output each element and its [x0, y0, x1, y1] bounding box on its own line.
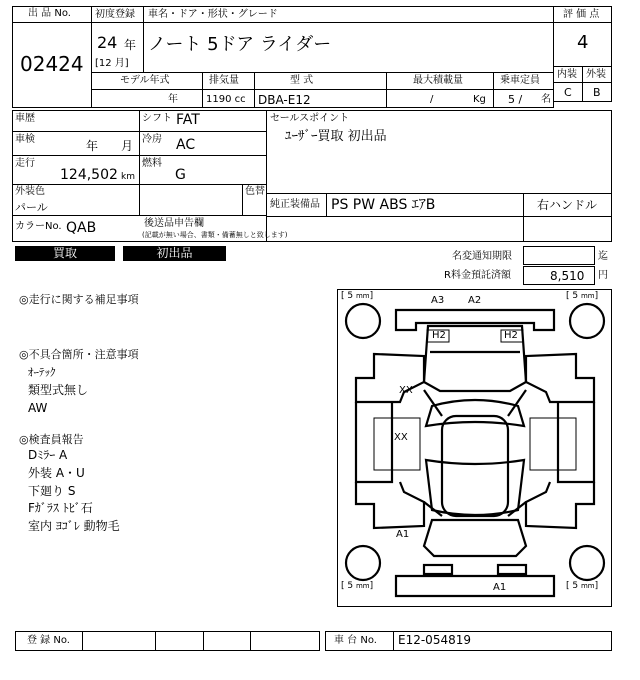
damage-mark-front-a2: A2	[468, 295, 482, 306]
car-name-value: ノート 5ドア ライダー	[148, 34, 332, 55]
handle-value: 右ハンドル	[537, 198, 598, 212]
inspector-notes-header: ◎検査員報告	[19, 433, 84, 446]
color-no-label: カラーNo.	[15, 221, 62, 232]
recycle-label: R料金預託済額	[444, 270, 511, 281]
car-body-outline	[338, 290, 611, 606]
type-value: DBA-E12	[258, 93, 311, 107]
interior-score: C	[564, 86, 572, 99]
inspector-item: 室内 ﾖｺﾞﾚ 動物毛	[28, 519, 120, 533]
tire-label-rl: [ 5 mm]	[341, 581, 374, 591]
sales-point-label: セールスポイント	[270, 113, 350, 124]
name-change-unit: 迄	[598, 251, 608, 262]
tire-label-fl: [ 5 mm]	[341, 291, 374, 301]
sales-point-value: ﾕｰｻﾞｰ買取 初出品	[285, 129, 387, 144]
inspection-month-unit: 月	[121, 139, 134, 153]
capacity-unit: 名	[541, 94, 551, 105]
ext-color-label: 外装色	[15, 186, 45, 197]
chassis-value: E12-054819	[398, 633, 471, 647]
name-change-box	[523, 246, 595, 265]
defect-item: AW	[28, 401, 48, 415]
after-delivery-label: 後送品申告欄	[144, 218, 204, 229]
mileage-value: 124,502	[60, 167, 118, 183]
damage-mark-left-door: XX	[394, 432, 408, 443]
tire-label-rr: [ 5 mm]	[566, 581, 599, 591]
damage-mark-front-a3: A3	[431, 295, 445, 306]
score-value: 4	[577, 32, 589, 53]
chassis-label: 車 台 No.	[334, 635, 377, 646]
defect-item: 類型式無し	[28, 383, 89, 397]
capacity-label: 乗車定員	[500, 75, 540, 86]
fuel-label: 燃料	[142, 158, 162, 169]
exterior-label: 外装	[586, 69, 606, 80]
displacement-label: 排気量	[209, 75, 239, 86]
after-delivery-note: (記載が無い場合、書類・備蓄無しと致します)	[142, 231, 288, 239]
cooling-value: AC	[176, 137, 196, 153]
inspection-year-unit: 年	[86, 139, 99, 153]
exterior-score: B	[593, 86, 601, 99]
load-label: 最大積載量	[413, 75, 463, 86]
tag-purchase: 買取	[15, 246, 115, 261]
lot-label: 出 品 No.	[28, 8, 71, 19]
score-label: 評 価 点	[563, 9, 600, 20]
driving-notes-header: ◎走行に関する補足事項	[19, 293, 139, 306]
registration-label: 登 録 No.	[27, 635, 70, 646]
inspector-item: 下廻り S	[28, 484, 76, 498]
defect-notes-header: ◎不具合箇所・注意事項	[19, 348, 139, 361]
damage-mark-rear-bumper: A1	[493, 582, 507, 593]
first-reg-year: 24	[97, 33, 118, 52]
ext-color-value: パール	[15, 201, 48, 214]
equipment-value: PS PW ABS ｴｱB	[331, 197, 436, 213]
inspector-item: 外装 A・U	[28, 466, 85, 480]
lot-number: 02424	[20, 52, 84, 76]
inspector-item: Dﾐﾗｰ A	[28, 448, 68, 462]
inspection-label: 車検	[15, 134, 35, 145]
car-diagram	[337, 289, 612, 607]
shift-label: シフト	[142, 113, 172, 124]
first-reg-month: [12 月]	[95, 58, 129, 69]
damage-mark-left-rear: A1	[396, 529, 410, 540]
type-label: 型 式	[290, 75, 314, 86]
mileage-label: 走行	[15, 158, 35, 169]
model-year-unit: 年	[168, 94, 178, 105]
tag-first-listing: 初出品	[123, 246, 226, 261]
first-reg-label: 初度登録	[95, 9, 135, 20]
load-unit: Kg	[473, 94, 486, 105]
tire-label-fr: [ 5 mm]	[566, 291, 599, 301]
capacity-value: 5 /	[508, 93, 523, 106]
color-change-label: 色替	[245, 186, 265, 197]
cooling-label: 冷房	[142, 134, 162, 145]
damage-mark-headlight-right: H2	[504, 330, 518, 341]
history-label: 車歴	[15, 113, 35, 124]
displacement-value: 1190 cc	[206, 94, 246, 105]
inspector-item: Fｶﾞﾗｽ ﾄﾋﾞ石	[28, 501, 93, 515]
car-name-label: 車名・ドア・形状・グレード	[148, 9, 278, 20]
damage-mark-headlight-left: H2	[432, 330, 446, 341]
interior-label: 内装	[557, 69, 577, 80]
fuel-value: G	[175, 167, 186, 183]
defect-item: ｵｰﾃｯｸ	[28, 366, 56, 379]
load-value: /	[430, 94, 434, 105]
color-no-value: QAB	[66, 220, 97, 236]
shift-value: FAT	[176, 112, 200, 128]
mileage-unit: km	[121, 172, 135, 182]
model-year-label: モデル年式	[120, 75, 170, 86]
damage-mark-left-fender: XX	[399, 385, 413, 396]
first-reg-year-unit: 年	[124, 38, 137, 52]
recycle-unit: 円	[598, 270, 608, 281]
name-change-label: 名変通知期限	[452, 251, 512, 262]
recycle-value: 8,510	[550, 269, 585, 283]
equipment-label: 純正装備品	[270, 199, 320, 210]
